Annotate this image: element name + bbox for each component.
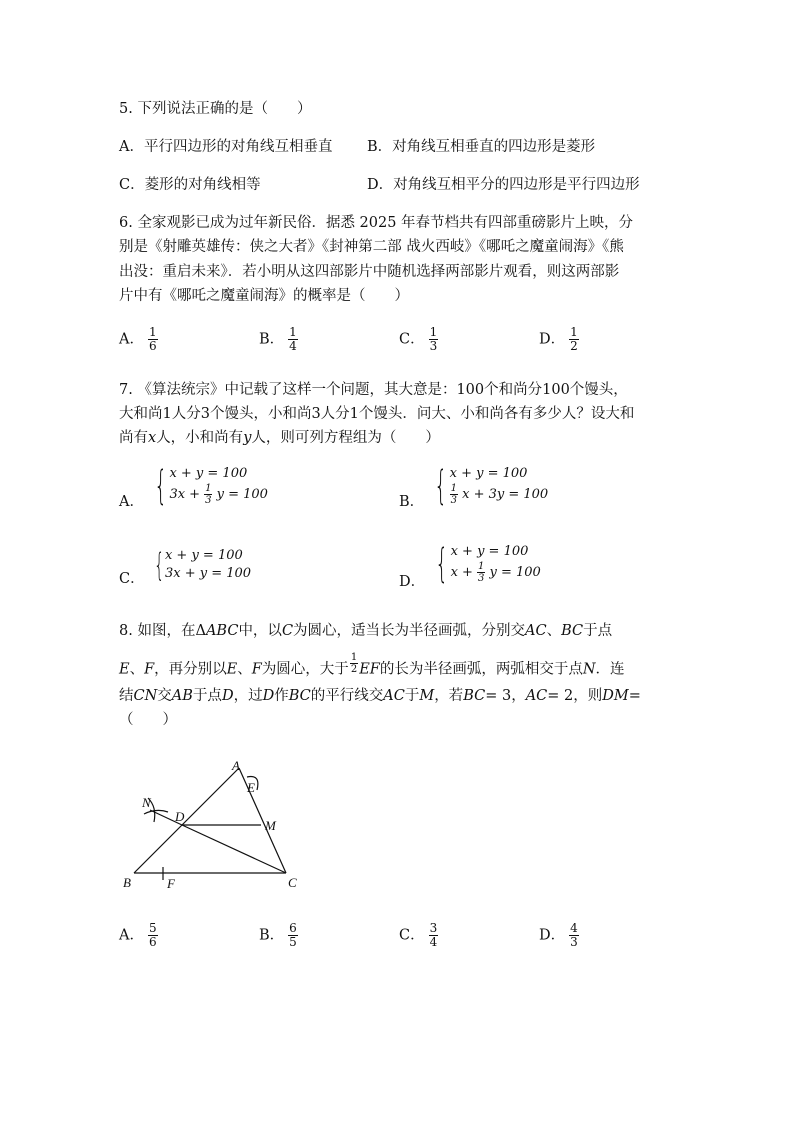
option-label: A． [119, 927, 144, 944]
q6-option-a[interactable] [119, 326, 158, 353]
fraction: $\frac{5}{6}$ [148, 921, 157, 949]
q8-line-3: 结CN交AB于点D，过D作BC的平行线交AC于M，若BC= 3，AC= 2，则DM= [119, 688, 641, 704]
label-d: D [175, 809, 185, 824]
option-label: D． [539, 331, 566, 348]
label-e: E [247, 780, 255, 795]
q8-option-d[interactable] [539, 922, 579, 949]
fraction: $\frac{4}{3}$ [570, 921, 578, 949]
option-label: D． [539, 927, 566, 944]
label-m: M [265, 818, 276, 833]
q7-option-d[interactable] [399, 540, 541, 590]
q7-option-a[interactable] [119, 462, 268, 510]
q5-option-b[interactable]: B．对角线互相垂直的四边形是菱形 [367, 139, 596, 155]
q7-line-1: 7. 《算法统宗》中记载了这样一个问题，其大意是：100个和尚分100个馒头， [119, 382, 628, 398]
label-b: B [123, 875, 131, 890]
q5-option-a[interactable]: A．平行四边形的对角线互相垂直 [119, 139, 333, 155]
label-f: F [167, 876, 175, 891]
option-label: B． [399, 493, 425, 510]
q5-option-c[interactable]: C．菱形的对角线相等 [119, 177, 261, 193]
label-a: A [232, 758, 240, 773]
q6-line-2: 别是《射雕英雄传：侠之大者》《封神第二部 战火西岐》《哪吒之魔童闹海》《熊 [119, 239, 624, 255]
label-c: C [288, 875, 297, 890]
q7-line-2: 大和尚1人分3个馒头，小和尚3人分1个馒头．问大、小和尚各有多少人？设大和 [119, 406, 635, 422]
fraction: $\frac{1}{4}$ [289, 325, 297, 353]
equation-system: { x + y = 100 3x + $\frac{1}{3}$ y = 100 [154, 462, 268, 509]
q8-line-1: 8. 如图，在ΔABC中，以C为圆心，适当长为半径画弧，分别交AC、BC于点 [119, 623, 613, 639]
option-label: A． [119, 331, 144, 348]
option-label: C． [399, 331, 425, 348]
fraction: $\frac{3}{4}$ [429, 921, 438, 949]
q6-line-3: 出没：重启未来》．若小明从这四部影片中随机选择两部影片观看，则这两部影 [119, 264, 620, 280]
fraction: $\frac{1}{6}$ [148, 325, 157, 353]
triangle-figure [120, 752, 320, 897]
q8-option-b[interactable] [259, 922, 298, 949]
option-label: C． [119, 571, 145, 587]
option-label: B． [259, 331, 285, 348]
fraction: $\frac{6}{5}$ [289, 921, 297, 949]
equation-system: { x + y = 100 x + $\frac{1}{3}$ y = 100 [435, 540, 541, 587]
option-label: D． [399, 573, 426, 590]
q8-option-c[interactable] [399, 922, 438, 949]
q6-line-4: 片中有《哪吒之魔童闹海》的概率是（ ） [119, 288, 409, 304]
equation-system: { x + y = 100 $\frac{1}{3}$ x + 3y = 100 [434, 462, 549, 509]
option-label: A． [119, 493, 144, 510]
option-label: B． [259, 927, 285, 944]
q6-option-b[interactable] [259, 326, 298, 353]
q7-option-c[interactable] [119, 546, 252, 587]
q6-option-c[interactable] [399, 326, 438, 353]
q6-line-1: 6. 全家观影已成为过年新民俗．据悉 2025 年春节档共有四部重磅影片上映，分 [119, 215, 634, 231]
label-n: N [142, 795, 151, 810]
q8-option-a[interactable] [119, 922, 158, 949]
q5-stem: 5. 下列说法正确的是（ ） [119, 101, 312, 117]
segment-ba [134, 768, 239, 873]
option-label: C． [399, 927, 425, 944]
q7-line-3: 尚有x人，小和尚有y人，则可列方程组为（ ） [119, 430, 440, 446]
q6-option-d[interactable] [539, 326, 579, 353]
equation-system: { x + y = 100 3x + y = 100 [153, 546, 252, 584]
q8-line-4: （ ） [119, 712, 177, 728]
q7-option-b[interactable] [399, 462, 549, 510]
q5-option-d[interactable]: D．对角线互相平分的四边形是平行四边形 [367, 177, 640, 193]
fraction: $\frac{1}{2}$ [570, 325, 578, 353]
q8-line-2: E、F，再分别以E、F为圆心，大于 $\frac{1}{2}$ EF的长为半径画弧，两弧相交于点N．连 [119, 652, 625, 678]
fraction: $\frac{1}{3}$ [429, 325, 438, 353]
